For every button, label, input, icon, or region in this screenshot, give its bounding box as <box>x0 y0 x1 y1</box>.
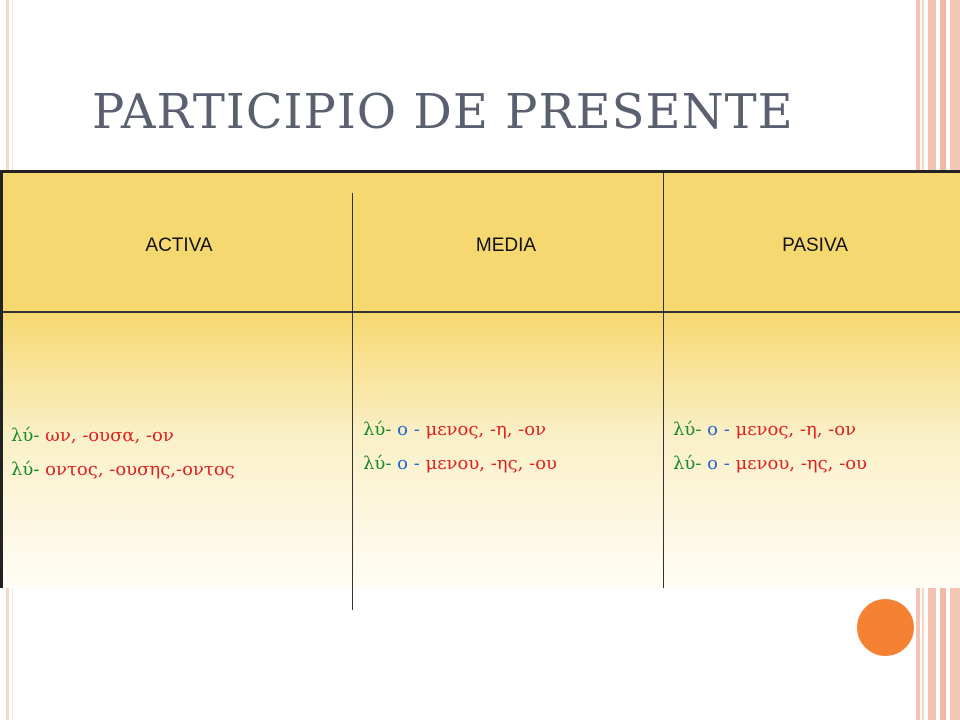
ending: μενος, -η, -ον <box>419 419 547 440</box>
ending: μενος, -η, -ον <box>729 419 857 440</box>
stem: λύ- <box>673 419 702 440</box>
column-divider-media <box>352 193 353 610</box>
activa-line-2 <box>11 453 235 487</box>
header-pasiva: PASIVA <box>782 235 848 256</box>
media-line-2 <box>363 447 557 481</box>
media-cell <box>363 413 557 481</box>
activa-cell <box>11 419 235 487</box>
stem: λύ- <box>363 419 392 440</box>
table-header-row <box>3 173 960 313</box>
pasiva-line-1 <box>673 413 867 447</box>
column-divider <box>663 173 664 588</box>
stem: λύ- <box>11 459 40 480</box>
ending: μενου, -ης, -ου <box>729 453 867 474</box>
thematic-vowel: ο - <box>701 419 730 440</box>
stem: λύ- <box>673 453 702 474</box>
table-body-row <box>3 313 960 588</box>
pasiva-line-2 <box>673 447 867 481</box>
header-media: MEDIA <box>475 235 537 256</box>
ending: οντος, -ουσης,-οντος <box>39 459 235 480</box>
pasiva-cell <box>673 413 867 481</box>
activa-line-1 <box>11 419 235 453</box>
accent-circle <box>857 599 914 656</box>
media-line-1 <box>363 413 557 447</box>
stem: λύ- <box>11 425 40 446</box>
ending: ων, -ουσα, -ον <box>39 425 174 446</box>
slide-title: PARTICIPIO DE PRESENTE <box>92 84 794 140</box>
thematic-vowel: ο - <box>391 453 420 474</box>
ending: μενου, -ης, -ου <box>419 453 557 474</box>
participle-table <box>0 170 960 588</box>
header-activa: ACTIVA <box>145 235 213 256</box>
thematic-vowel: ο - <box>391 419 420 440</box>
stem: λύ- <box>363 453 392 474</box>
thematic-vowel: ο - <box>701 453 730 474</box>
